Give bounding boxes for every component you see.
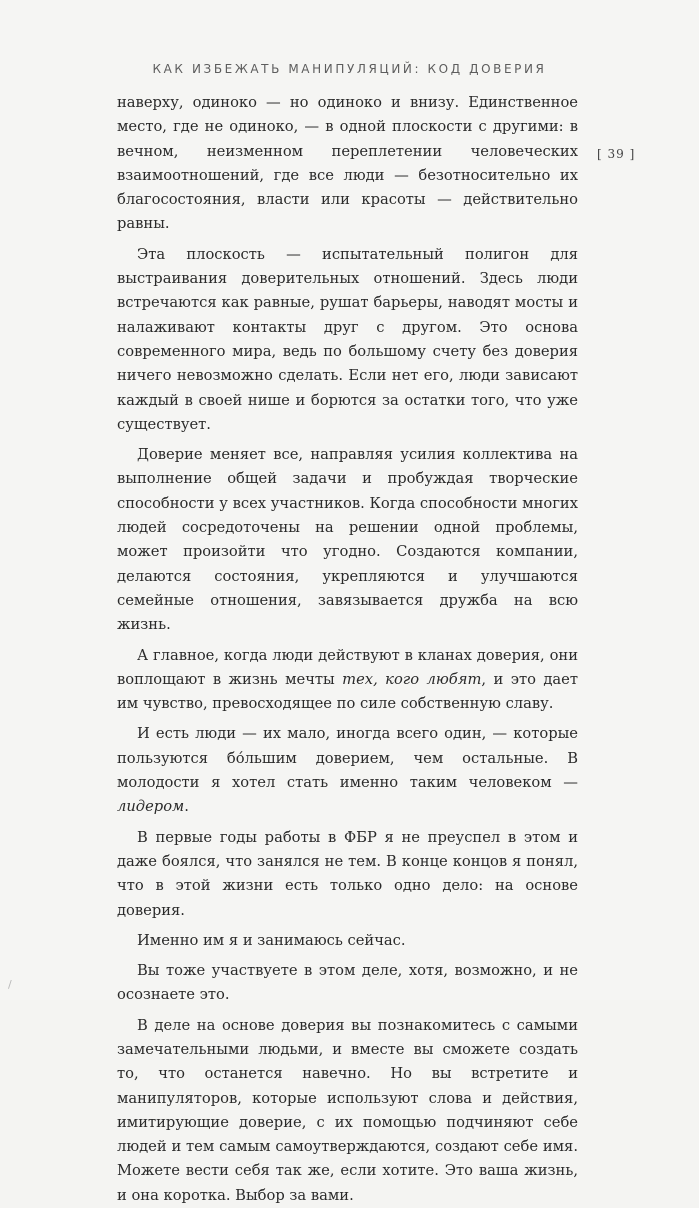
- running-title: КАК ИЗБЕЖАТЬ МАНИПУЛЯЦИЙ: КОД ДОВЕРИЯ: [152, 62, 547, 76]
- text-run: В деле на основе доверия вы познакомитесь с самыми замечательными людьми, и вместе вы сможете создать то, что останется навечно. Но вы встретите и манипуляторов, которые используют слова и действия, имитирующие доверие, с их помощью подчиняют себе людей и тем самым самоутверждаются, создают себе имя. Можете вести себя так же, если хотите. Это ваша жизнь, и она коротка. Выбор за вами.: [117, 1016, 578, 1204]
- paragraph: [117, 722, 578, 819]
- paragraph: [117, 1014, 578, 1208]
- text-run: Эта плоскость — испытательный полигон для выстраивания доверительных отношений. Здесь люди встречаются как равные, рушат барьеры, наводят мосты и налаживают контакты друг с другом. Это основа современного мира, ведь по большому счету без доверия ничего невозможно сделать. Если нет его, люди зависают каждый в своей нише и борются за остатки того, что уже существует.: [117, 245, 578, 433]
- paragraph: [117, 644, 578, 717]
- text-run: , и это дает им чувство, превосходящее по силе собственную славу.: [117, 670, 578, 713]
- text-run: наверху, одиноко — но одиноко и внизу. Единственное место, где не одиноко, — в одной плоскости с другими: в вечном, неизменном переплетении человеческих взаимоотношений, где все люди — безотносительно их благосостояния, власти или красоты — действительно равны.: [117, 94, 578, 233]
- italic-phrase: лидером: [117, 798, 185, 816]
- paragraph: [117, 243, 578, 437]
- page-number: [ 39 ]: [597, 147, 636, 161]
- paragraph: [117, 91, 578, 237]
- text-run: Именно им я и занимаюсь сейчас.: [137, 931, 406, 949]
- text-run: Вы тоже участвуете в этом деле, хотя, возможно, и не осознаете это.: [117, 962, 578, 1004]
- body-text: [117, 91, 578, 1208]
- italic-phrase: тех, кого любят: [342, 670, 482, 688]
- text-run: И есть люди — их мало, иногда всего один, — которые пользуются бо́льшим доверием, чем остальные. В молодости я хотел стать именно таким человеком —: [117, 725, 578, 792]
- paragraph: [117, 443, 578, 637]
- text-run: Доверие меняет все, направляя усилия коллектива на выполнение общей задачи и пробуждая творческие способности у всех участников. Когда способности многих людей сосредоточены на решении одной проблемы, может произойти что угодно. Создаются компании, делаются состояния, укрепляются и улучшаются семейные отношения, завязывается дружба на всю жизнь.: [117, 446, 578, 634]
- paragraph: [117, 959, 578, 1008]
- text-run: А главное, когда люди действуют в кланах доверия, они воплощают в жизнь мечты: [117, 646, 578, 688]
- corner-mark: /: [8, 978, 12, 991]
- paragraph: [117, 929, 578, 953]
- text-run: В первые годы работы в ФБР я не преуспел в этом и даже боялся, что занялся не тем. В конце концов я понял, что в этой жизни есть только одно дело: на основе доверия.: [117, 828, 578, 919]
- text-run: .: [184, 798, 189, 816]
- paragraph: [117, 826, 578, 923]
